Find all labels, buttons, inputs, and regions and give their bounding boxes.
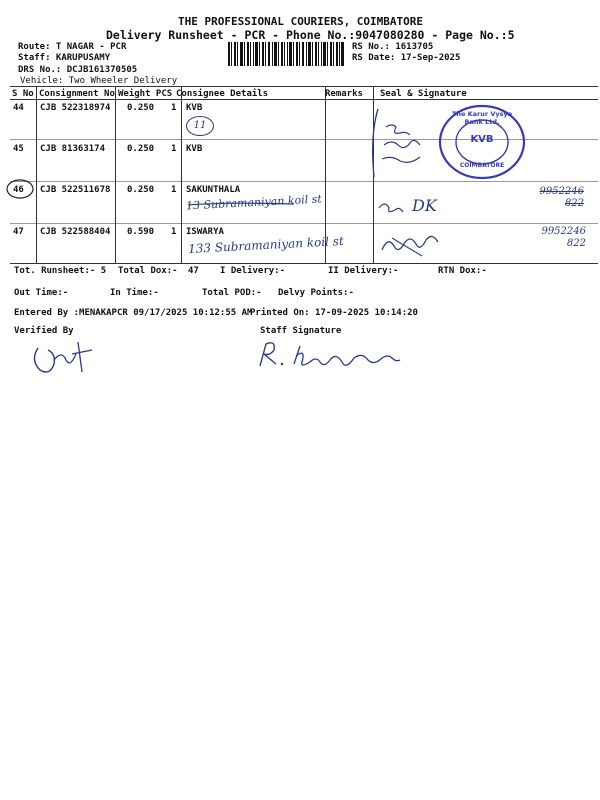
company-title: THE PROFESSIONAL COURIERS, COIMBATORE [178, 15, 424, 28]
staff-signature [254, 338, 424, 372]
stamp-bank-name: The Karur Vysya Bank Ltd. [451, 110, 513, 126]
row-44-sno: 44 [13, 103, 24, 113]
header-consignee: Consignee Details [176, 89, 269, 99]
row-46-consignee: SAKUNTHALA [186, 185, 241, 195]
staff-label: Staff: KARUPUSAMY [18, 53, 111, 63]
route-label: Route: T NAGAR - PCR [18, 42, 127, 52]
receiver-signature-44 [360, 105, 435, 185]
sno-circle-mark [5, 178, 35, 200]
header-sno: S No [12, 89, 34, 99]
header-weight-pcs: Weight PCS [118, 89, 173, 99]
row-45-pcs: 1 [171, 144, 177, 154]
row-45-consignment: CJB 81363174 [40, 144, 106, 154]
row-44-consignee: KVB [186, 103, 203, 113]
table-top-border [10, 86, 598, 87]
row-44-pcs: 1 [171, 103, 177, 113]
header-remarks: Remarks [325, 89, 363, 99]
drs-number: DRS No.: DCJB161370505 [18, 65, 138, 75]
staff-signature-label: Staff Signature [260, 326, 342, 336]
row-44-consignment: CJB 522318974 [40, 103, 111, 113]
handwritten-mark-44-text: 11 [193, 120, 207, 131]
total-dox-label: Total Dox:- [118, 266, 178, 276]
stamp-city: COIMBATORE [459, 162, 505, 169]
handwritten-remark-46: DK [412, 196, 437, 215]
verified-by-label: Verified By [14, 326, 74, 336]
row-44-weight: 0.250 [127, 103, 155, 113]
column-divider [36, 86, 37, 263]
receiver-signature-47 [378, 230, 448, 260]
row-46-sno: 46 [13, 185, 24, 195]
handwritten-mark-44 [186, 116, 214, 136]
row-46-consignment: CJB 522511678 [40, 185, 111, 195]
rs-date: RS Date: 17-Sep-2025 [352, 53, 461, 63]
total-runsheet: Tot. Runsheet:- 5 [14, 266, 107, 276]
row-47-pcs: 1 [171, 227, 177, 237]
total-pod: Total POD:- [202, 288, 262, 298]
barcode [228, 42, 344, 66]
row-46-weight: 0.250 [127, 185, 155, 195]
row-46-pcs: 1 [171, 185, 177, 195]
bank-stamp [438, 104, 526, 180]
header-seal-signature: Seal & Signature [380, 89, 467, 99]
table-bottom-border [10, 263, 598, 264]
row-45-consignee: KVB [186, 144, 203, 154]
handwritten-address-46: 13 Subramaniyan koil st [185, 192, 323, 213]
header-consignment: Consignment No [39, 89, 115, 99]
rs-number: RS No.: 1613705 [352, 42, 434, 52]
delvy-points: Delvy Points:- [278, 288, 354, 298]
out-time: Out Time:- [14, 288, 69, 298]
row-45-sno: 45 [13, 144, 24, 154]
row-47-sno: 47 [13, 227, 24, 237]
row-45-weight: 0.250 [127, 144, 155, 154]
header-bottom-border [10, 99, 598, 100]
rtn-dox: RTN Dox:- [438, 266, 487, 276]
row-47-consignee: ISWARYA [186, 227, 224, 237]
vehicle-label: Vehicle: Two Wheeler Delivery [20, 76, 178, 86]
column-divider [115, 86, 116, 263]
entered-by: Entered By :MENAKAPCR 09/17/2025 10:12:55 AM [14, 308, 253, 318]
receiver-signature-46 [375, 196, 405, 216]
column-divider [181, 86, 182, 263]
verifier-signature [28, 336, 98, 376]
total-dox-value: 47 [188, 266, 199, 276]
row-47-weight: 0.590 [127, 227, 155, 237]
printed-on: Printed On: 17-09-2025 10:14:20 [250, 308, 418, 318]
row-47-consignment: CJB 522588404 [40, 227, 111, 237]
runsheet-title: Delivery Runsheet - PCR - Phone No.:9047080280 - Page No.:5 [106, 28, 515, 42]
handwritten-phone-47: 9952246 822 [541, 226, 586, 249]
row-divider [10, 181, 598, 182]
row-divider [10, 223, 598, 224]
stamp-logo: KVB [470, 134, 494, 145]
handwritten-address-47: 133 Subramaniyan koil st [187, 233, 345, 257]
strike-through [186, 198, 296, 210]
in-time: In Time:- [110, 288, 159, 298]
ii-delivery: II Delivery:- [328, 266, 399, 276]
handwritten-phone-46: 9952246 822 [539, 186, 584, 209]
i-delivery: I Delivery:- [220, 266, 286, 276]
